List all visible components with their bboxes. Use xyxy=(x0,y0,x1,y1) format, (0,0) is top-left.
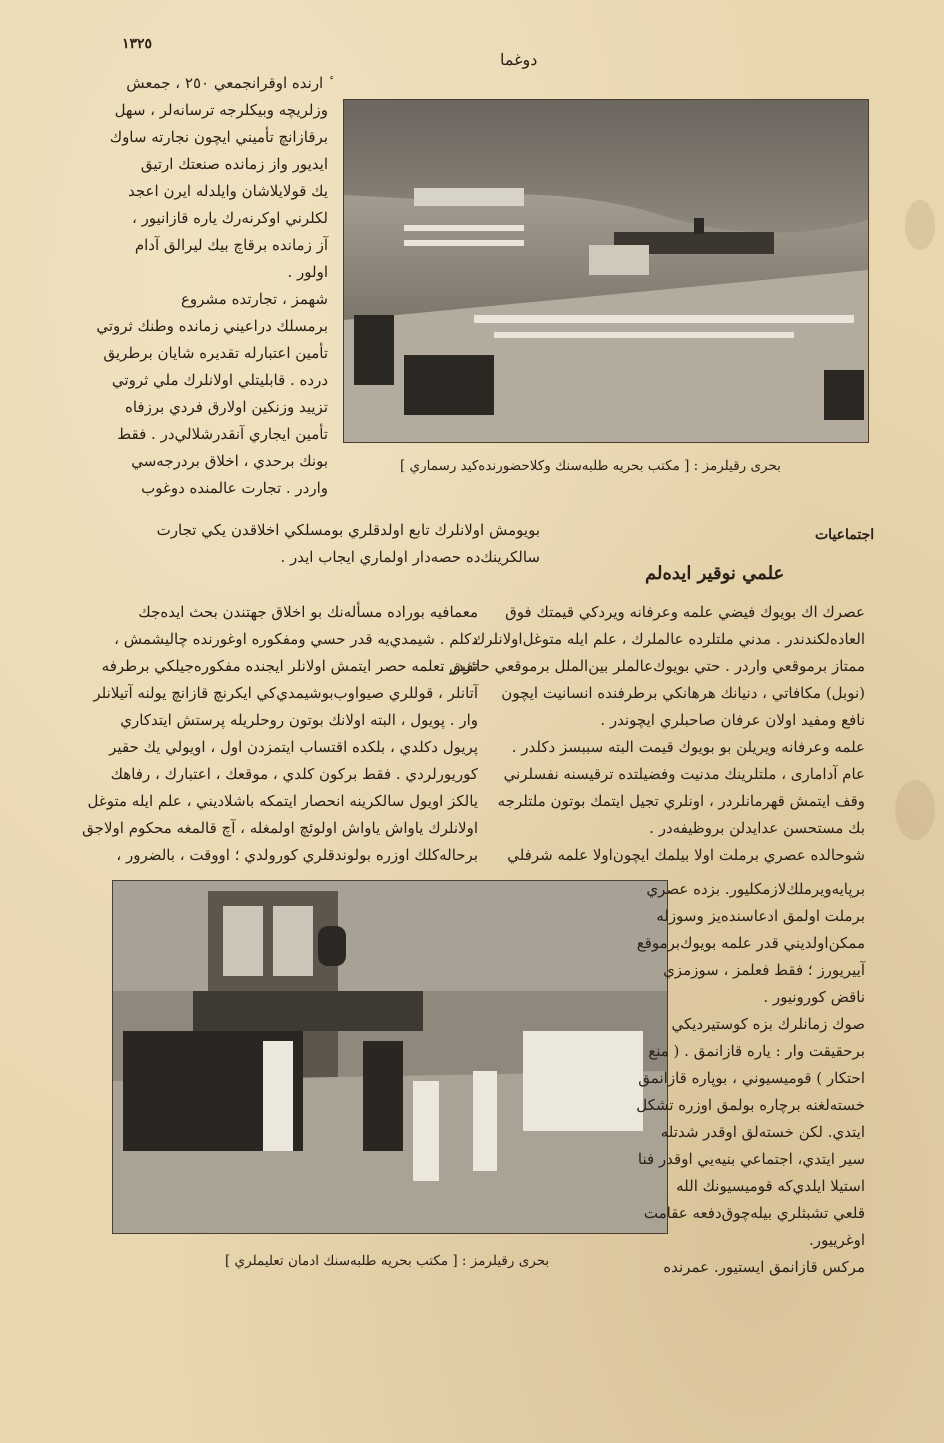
top-right-column xyxy=(96,70,328,502)
article-title: علمي نوقير ايده‌لم xyxy=(645,563,785,584)
text-line: برپايه‌ويرملك‌لازمكليور. بزده عصري xyxy=(646,880,865,898)
photo-naval-ceremony xyxy=(343,99,869,443)
text-line: قلعي تشبثلري بيله‌چوق‌دفعه عقامت xyxy=(643,1204,865,1222)
photo-bottom-caption: بحرى رقيلرمز : [ مكتب بحريه طلبه‌سنك ادمان تعليملري ] xyxy=(225,1253,550,1269)
text-line: اولانلرك ياواش ياواش اولوئچ اولمغله ، آچ قالمغه محكوم اولاجق xyxy=(82,819,478,837)
journal-title: دوغما xyxy=(500,50,538,69)
text-line: عام آدامارى ، ملتلرينك مدنيت وفضيلتده ترقيسنه نفسلرني xyxy=(503,765,865,783)
text-line: تزييد وزنكين اولارق فردي برزفاه xyxy=(125,398,328,416)
text-line: بويومش اولانلرك تابع اولدقلري بومسلكي اخلاقدن يكي تجارت xyxy=(156,521,540,539)
article-right-column xyxy=(440,599,865,869)
text-line: بك مستحسن عدايدلن بروظيفه‌در . xyxy=(649,819,865,837)
naval-training-illustration xyxy=(113,881,667,1233)
text-line: خسته‌لغنه برچاره بولمق اوزره تشكل xyxy=(636,1096,865,1114)
text-line: ايتدي. لكن خسته‌لق اوقدر شدتله xyxy=(660,1123,865,1141)
text-line: (نوبل) مكافاتي ، دنيانك هرهانكي برطرفنده انسانيت ايچون xyxy=(501,684,865,702)
text-line: برقازانچ تأميني ايچون نجارته ساوك xyxy=(109,128,328,146)
wide-paragraph-1 xyxy=(156,517,540,571)
wide-paragraph-2 xyxy=(82,599,478,869)
article-narrow-column xyxy=(636,876,865,1281)
text-line: علمه وعرفانه ويريلن بو بويوك قيمت البته سببسز دكلدر . xyxy=(511,738,865,756)
text-line: احتكار ) قوميسيوني ، بوپاره قازانمق xyxy=(638,1069,865,1087)
text-line: برمسلك دراعيني زمانده وطنك ثروتي xyxy=(96,317,328,335)
naval-ceremony-illustration xyxy=(344,100,868,442)
text-line: مركس قازانمق ايستيور. عمرنده xyxy=(663,1258,865,1276)
text-line: معمافيه بوراده مسأله‌نك بو اخلاق جهتندن بحث ايده‌جك xyxy=(138,603,478,621)
text-line: بونك برحدي ، اخلاق بردرجه‌سي xyxy=(131,452,328,470)
text-line: اوغرييور. xyxy=(809,1231,865,1249)
photo-top-caption: بحرى رقيلرمز : [ مكتب بحريه طلبه‌سنك وكلاحضورنده‌كيد رسماري ] xyxy=(400,458,781,474)
text-line: ممكن‌اولديني قدر علمه بويوك‌برموقع xyxy=(636,934,865,952)
text-line: نافع ومفيد اولان عرفان صاحبلري ايچوندر . xyxy=(600,711,865,729)
text-line: شوحالده عصري برملت اولا بيلمك ايچون‌اولا علمه شرفلي xyxy=(507,846,865,864)
text-line: صوك زمانلرك بزه كوستيرديكي xyxy=(671,1015,865,1033)
text-line: تأمين اعتبارله تقديره شايان برطريق xyxy=(103,344,328,362)
text-line: لكلرني اوكرنه‌رك ياره قازانيور ، xyxy=(131,209,328,227)
text-line: اولور . xyxy=(287,263,328,281)
text-line: استيلا ايلدي‌كه قوميسيونك الله xyxy=(676,1177,865,1195)
paper-stain xyxy=(895,780,935,840)
text-line: ٔ ارنده اوقرانجمعي ٢٥٠ ، جمعش xyxy=(126,74,328,92)
text-line: درده . قابليتلي اولانلرك ملي ثروتي xyxy=(111,371,328,389)
text-line: آييريورز ؛ فقط فعلمز ، سوزمزي xyxy=(663,961,865,979)
text-line: العاده‌لكندندر . مدني ملتلرده عالملرك ، علم ايله متوغل‌اولانلرك xyxy=(472,630,865,648)
text-line: ممتاز برموقعي واردر . حتي بويوك‌عالملر بين‌الملل برموقعي حائزدر . xyxy=(440,657,865,675)
text-line: ايديور واز زمانده صنعتك ارتيق xyxy=(140,155,328,173)
text-line: پريول دكلدي ، بلكده اقتساب ايتمزدن اول ، اويولي يك حقير xyxy=(109,738,478,756)
text-line: شهمز ، تجارتده مشروع xyxy=(180,290,328,308)
text-line: تأمين ايجاري آنقدرشلالي‌در . فقط xyxy=(117,425,328,443)
text-line: تفيق تعلمه حصر ايتمش اولانلر ايجنده مفكوره‌جيلكي برطرفه xyxy=(101,657,478,675)
text-line: عصرك اك بويوك فيضي علمه وعرفانه ويردكي قيمتك فوق xyxy=(505,603,865,621)
text-line: برملت اولمق ادعاسنده‌يز وسوزله xyxy=(656,907,865,925)
text-line: آز زمانده برقاچ بيك ليرالق آدام xyxy=(134,236,328,254)
text-line: ناقض كورونيور . xyxy=(763,988,865,1006)
text-line: يالكز اويول سالكرينه انحصار ايتمكه باشلاديني ، علم ايله متوغل xyxy=(87,792,478,810)
text-line: واردر . تجارت عالمنده دوغوب xyxy=(141,479,328,497)
text-line: يك قولايلاشان وايلدله ايرن اعجد xyxy=(128,182,328,200)
text-line: وزلريچه وبيكلرجه ترسانه‌لر ، سهل xyxy=(114,101,328,119)
text-line: آتانلر ، قوللري صيواوب‌بوشيمدي‌كي ايكرنچ قازانچ يولنه آتيلانلر xyxy=(93,684,478,702)
text-line: وقف ايتمش قهرمانلردر ، اونلري تجيل ايتمك بوتون ملتلرجه xyxy=(497,792,865,810)
text-line: برحقيقت وار : ياره قازانمق . ( منع xyxy=(648,1042,865,1060)
paper-stain xyxy=(905,200,935,250)
text-line: دكلم . شيمدي‌يه قدر حسي ومفكوره اوغورنده چاليشمش ، xyxy=(114,630,478,648)
section-label: اجتماعيات xyxy=(815,527,875,543)
page-number: ١٣٢٥ xyxy=(122,36,153,52)
text-line: وار . پويول ، البته اولانك بوتون روحلريله پرستش ايتدكاري xyxy=(120,711,478,729)
text-line: سالكرينك‌ده حصه‌دار اولماري ايجاب ايدر . xyxy=(280,548,540,566)
text-line: كوريورلردي . فقط بركون كلدي ، موقعك ، اعتبارك ، رفاهك xyxy=(110,765,478,783)
photo-naval-training xyxy=(112,880,668,1234)
text-line: برحاله‌كلك اوزره بولوندقلري كورولدي ؛ اووقت ، بالضرور ، xyxy=(116,846,478,864)
text-line: سير ايتدي، اجتماعي بنيه‌يي اوقدر فنا xyxy=(637,1150,865,1168)
